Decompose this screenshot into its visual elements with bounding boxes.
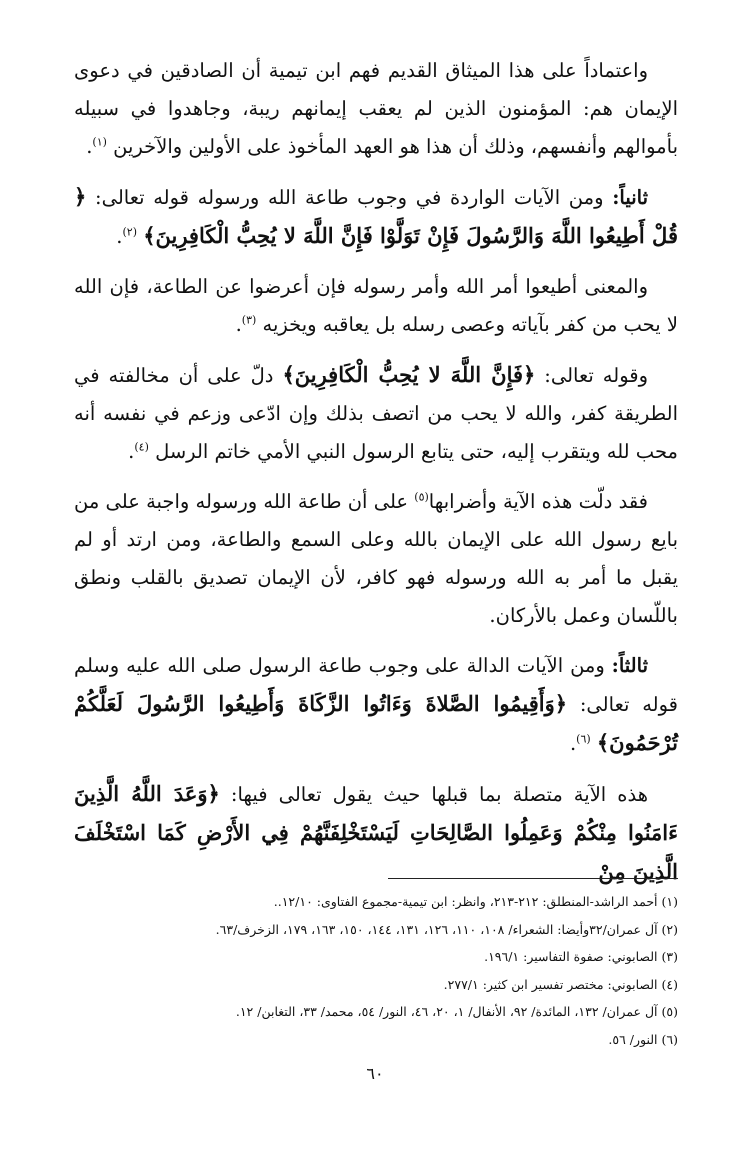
footnote-ref-6: (٦) xyxy=(576,732,591,746)
paragraph-text: هذه الآية متصلة بما قبلها حيث يقول تعالى فيها: xyxy=(230,783,649,806)
footnote-separator xyxy=(388,878,678,879)
paragraph-lead: ثانياً: xyxy=(612,186,649,209)
footnote-3: (٣) الصابوني: صفوة التفاسير: ١٩٦/١. xyxy=(484,949,678,964)
paragraph-end: . xyxy=(235,313,242,336)
quran-verse: ﴿وَعَدَ اللَّهُ الَّذِينَ ءَامَنُوا مِنْكُمْ وَعَمِلُوا الصَّالِحَاتِ لَيَسْتَخْلِفَنَّهُمْ فِي الأَرْضِ كَمَا اسْتَخْلَفَ الَّذِينَ مِنْ xyxy=(74,781,678,884)
quran-verse: ﴿ قُلْ أَطِيعُوا اللَّهَ وَالرَّسُولَ فَإِنْ تَوَلَّوْا فَإِنَّ اللَّهَ لا يُحِبُّ الْكَافِرِينَ﴾ xyxy=(74,184,678,248)
footnote-1: (١) أحمد الراشد-المنطلق: ٢١٢-٢١٣، وانظر: ابن تيمية-مجموع الفتاوى: ١٢/١٠.. xyxy=(273,894,678,909)
footnote-5: (٥) آل عمران/ ١٣٢، المائدة/ ٩٢، الأنفال/ ١، ٢٠، ٤٦، النور/ ٥٤، محمد/ ٣٣، التغابن/ ١٢. xyxy=(235,1004,678,1019)
footnote-ref-1: (١) xyxy=(92,135,107,149)
paragraph-text: ومن الآيات الدالة على وجوب طاعة الرسول صلى الله عليه وسلم قوله تعالى: xyxy=(74,654,679,716)
paragraph-text: على أن طاعة الله ورسوله واجبة على من بايع رسول الله على الإيمان بالله وعلى السمع والطاعة، ومن ارتد أو لم يقبل ما أمر به الله ورسوله فهو كافر، لأن الإيمان تصديق بالقلب ونطق باللّسان وعمل بالأركان. xyxy=(74,490,678,627)
footnote-ref-4: (٤) xyxy=(134,440,149,454)
footnote-6: (٦) النور/ ٥٦. xyxy=(608,1031,678,1047)
footnote-2: (٢) آل عمران/٣٢وأيضا: الشعراء/ ١٠٨، ١١٠، ١٢٦، ١٣١، ١٤٤، ١٥٠، ١٦٣، ١٧٩، الزخرف/٦٣. xyxy=(215,921,678,937)
paragraph-text: ومن الآيات الواردة في وجوب طاعة الله ورسوله قوله تعالى: xyxy=(95,186,604,209)
footnotes xyxy=(62,888,678,1053)
footnote-4: (٤) الصابوني: مختصر تفسير ابن كثير: ٢٧٧/١. xyxy=(443,976,678,992)
paragraph-lead: ثالثاً: xyxy=(611,654,648,677)
paragraph-end: . xyxy=(128,440,135,463)
footnote-ref-2: (٢) xyxy=(122,225,137,239)
paragraph-5 xyxy=(74,483,678,635)
footnote-ref-5: (٥) xyxy=(414,490,429,504)
paragraph-4 xyxy=(74,356,678,471)
paragraph-3 xyxy=(74,268,678,344)
paragraph-1 xyxy=(74,52,678,166)
paragraph-pre: فقد دلّت هذه الآية وأضرابها xyxy=(428,490,649,513)
main-text xyxy=(74,52,678,904)
paragraph-text: واعتماداً على هذا الميثاق القديم فهم ابن تيمية أن الصادقين في دعوى الإيمان هم: المؤمنون الذين لم يعقب إيمانهم ريبة، وجاهدوا في سبيله بأموالهم وأنفسهم، وذلك أن هذا هو العهد المأخوذ على الأولين والآخرين xyxy=(74,59,678,158)
quran-verse: ﴿وَأَقِيمُوا الصَّلاةَ وَءَاتُوا الزَّكَاةَ وَأَطِيعُوا الرَّسُولَ لَعَلَّكُمْ تُرْحَمُونَ﴾ xyxy=(74,691,678,755)
paragraph-text: دلّ على أن مخالفته في الطريقة كفر، والله لا يحب من اتصف بذلك وإن ادّعى وزعم في نفسه أنه محب لله ويتقرب إليه، حتى يتابع الرسول النبي الأمي خاتم الرسل xyxy=(74,364,678,463)
paragraph-text: والمعنى أطيعوا أمر الله وأمر رسوله فإن أعرضوا عن الطاعة، فإن الله لا يحب من كفر بآياته وعصى رسله بل يعاقبه ويخزيه xyxy=(74,275,678,336)
page-number: ٦٠ xyxy=(366,1064,384,1083)
paragraph-6 xyxy=(74,647,678,763)
paragraph-pre: وقوله تعالى: xyxy=(544,364,649,387)
paragraph-end: . xyxy=(116,225,123,248)
quran-verse: ﴿فَإِنَّ اللَّهَ لا يُحِبُّ الْكَافِرِينَ﴾ xyxy=(282,362,536,387)
footnote-ref-3: (٣) xyxy=(241,313,257,327)
paragraph-7 xyxy=(74,775,678,892)
paragraph-end: . xyxy=(86,135,93,158)
paragraph-end: . xyxy=(569,732,577,755)
paragraph-2 xyxy=(74,178,678,256)
